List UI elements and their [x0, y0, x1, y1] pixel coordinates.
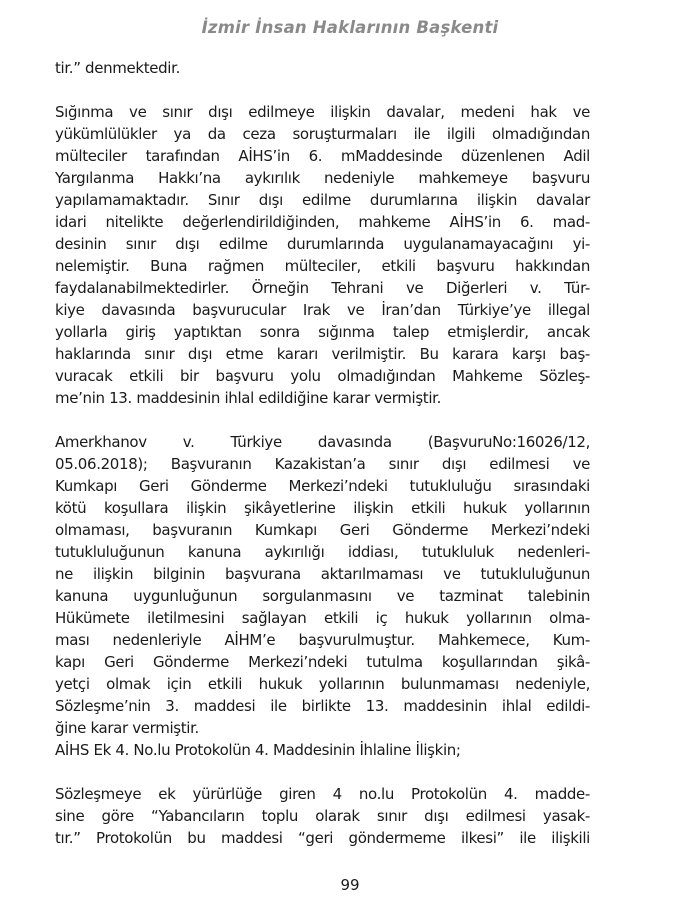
text-line: Kumkapı Geri Gönderme Merkezi’ndeki tutukluluğu sırasındaki [55, 477, 590, 495]
text-line: yollarla giriş yaptıktan sonra sığınma talep etmişlerdir, ancak [55, 323, 590, 341]
body-text [55, 57, 590, 849]
text-line: tir.” denmektedir. [55, 59, 180, 77]
text-line: kanuna uygunluğunun sorgulanmasını ve tazminat talebinin [55, 587, 590, 605]
text-line: tutukluluğunun kanuna aykırılığı iddiası, tutukluluk nedenleri- [55, 543, 590, 561]
text-line: yükümlülükler ya da ceza soruşturmaları ile ilgili olmadığından [55, 125, 590, 143]
paragraph-gap [55, 761, 590, 783]
text-line: olmaması, başvuranın Kumkapı Geri Gönderme Merkezi’ndeki [55, 521, 590, 539]
text-line: vuracak etkili bir başvuru yolu olmadığından Mahkeme Sözleş- [55, 367, 590, 385]
text-line: sine göre “Yabancıların toplu olarak sınır dışı edilmesi yasak- [55, 807, 590, 825]
text-line: Sözleşme’nin 3. maddesi ile birlikte 13. maddesinin ihlal edildi- [55, 697, 590, 715]
page-number: 99 [340, 876, 360, 894]
text-line: 05.06.2018); Başvuranın Kazakistan’a sınır dışı edilmesi ve [55, 455, 590, 473]
text-line: idari nitelikte değerlendirildiğinden, mahkeme AİHS’in 6. mad- [55, 213, 590, 231]
text-line: haklarında sınır dışı etme kararı verilmiştir. Bu karara karşı baş- [55, 345, 590, 363]
text-line: kapı Geri Gönderme Merkezi’ndeki tutulma koşullarından şikâ- [55, 653, 590, 671]
paragraph-gap [55, 79, 590, 101]
text-line: ğine karar vermiştir. [55, 719, 199, 737]
text-line: kötü koşullara ilişkin şikâyetlerine ilişkin etkili hukuk yollarının [55, 499, 590, 517]
text-line: Amerkhanov v. Türkiye davasında (BaşvuruNo:16026/12, [55, 433, 590, 451]
text-line: nelemiştir. Buna rağmen mülteciler, etkili başvuru hakkından [55, 257, 590, 275]
text-line: Sözleşmeye ek yürürlüğe giren 4 no.lu Protokolün 4. madde- [55, 785, 590, 803]
text-line: tır.” Protokolün bu maddesi “geri göndermeme ilkesi” ile ilişkili [55, 829, 590, 847]
text-line: yetçi olmak için etkili hukuk yollarının bulunmaması nedeniyle, [55, 675, 590, 693]
text-line: AİHS Ek 4. No.lu Protokolün 4. Maddesinin İhlaline İlişkin; [55, 741, 461, 759]
text-line: desinin sınır dışı edilme durumlarında uygulanamayacağını yi- [55, 235, 590, 253]
text-line: Sığınma ve sınır dışı edilmeye ilişkin davalar, medeni hak ve [55, 103, 590, 121]
text-line: faydalanabilmektedirler. Örneğin Tehrani ve Diğerleri v. Tür- [55, 279, 590, 297]
text-line: Hükümete iletilmesini sağlayan etkili iç hukuk yollarının olma- [55, 609, 590, 627]
text-line: Yargılanma Hakkı’na aykırılık nedeniyle mahkemeye başvuru [55, 169, 590, 187]
paragraph-gap [55, 409, 590, 431]
text-line: ması nedenleriyle AİHM’e başvurulmuştur. Mahkemece, Kum- [55, 631, 590, 649]
text-line: ne ilişkin bilginin başvurana aktarılmaması ve tutukluluğunun [55, 565, 590, 583]
running-header: İzmir İnsan Haklarının Başkenti [201, 18, 499, 37]
text-line: mülteciler tarafından AİHS’in 6. mMaddesinde düzenlenen Adil [55, 147, 590, 165]
text-line: me’nin 13. maddesinin ihlal edildiğine karar vermiştir. [55, 389, 441, 407]
text-line: yapılamamaktadır. Sınır dışı edilme durumlarına ilişkin davalar [55, 191, 590, 209]
text-line: kiye davasında başvurucular Irak ve İran’dan Türkiye’ye illegal [55, 301, 590, 319]
